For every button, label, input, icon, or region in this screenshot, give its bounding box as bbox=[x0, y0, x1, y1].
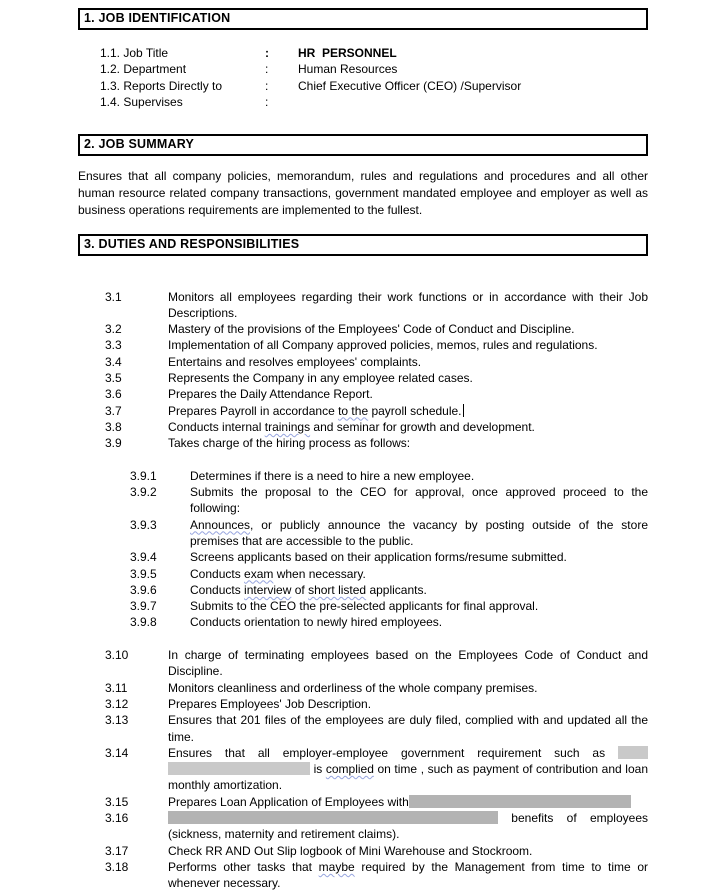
field-value: Human Resources bbox=[298, 62, 398, 77]
duty-number: 3.7 bbox=[105, 403, 122, 418]
duty-text: Entertains and resolves employees' complaints. bbox=[168, 354, 422, 369]
duty-item bbox=[78, 712, 648, 745]
duty-text: Determines if there is a need to hire a new employee. bbox=[190, 468, 475, 483]
field-colon: : bbox=[265, 78, 269, 93]
field-value: HR PERSONNEL bbox=[298, 46, 397, 60]
duty-item bbox=[78, 794, 648, 810]
duty-text: Conducts orientation to newly hired employees. bbox=[190, 615, 443, 630]
duty-number: 3.16 bbox=[105, 811, 129, 826]
duty-text: Prepares Loan Application of Employees with bbox=[168, 794, 648, 810]
section-heading-job-identification bbox=[78, 8, 648, 30]
section-heading-text: 2. JOB SUMMARY bbox=[84, 136, 194, 151]
grammar-flagged-text: trainings bbox=[264, 419, 311, 434]
duty-text: Monitors cleanliness and orderliness of the whole company premises. bbox=[168, 680, 538, 695]
duty-item bbox=[78, 435, 648, 451]
duties-list bbox=[78, 289, 648, 892]
grammar-flagged-text: to the bbox=[338, 403, 369, 418]
duty-text: In charge of terminating employees based on the Employees Code of Conduct and Discipline. bbox=[168, 648, 648, 679]
duty-number: 3.9.3 bbox=[130, 517, 157, 532]
grammar-flagged-text: maybe bbox=[318, 859, 355, 874]
duty-item bbox=[78, 289, 648, 322]
duty-number: 3.9.1 bbox=[130, 468, 157, 483]
duty-number: 3.9.8 bbox=[130, 615, 157, 630]
redaction-box bbox=[168, 762, 310, 775]
duty-number: 3.15 bbox=[105, 794, 129, 809]
duty-item bbox=[78, 468, 648, 484]
redaction-box bbox=[618, 746, 648, 759]
field-colon: : bbox=[265, 46, 269, 60]
duty-item bbox=[78, 403, 648, 419]
duty-text: Mastery of the provisions of the Employees' Code of Conduct and Discipline. bbox=[168, 322, 575, 337]
field-label: 1.1. Job Title bbox=[100, 46, 169, 60]
duty-number: 3.5 bbox=[105, 371, 122, 385]
duty-text: Performs other tasks that maybe required by the Management from time to time or whenever necessary. bbox=[168, 859, 648, 891]
field-row bbox=[100, 94, 648, 110]
duty-item bbox=[78, 549, 648, 565]
field-row bbox=[100, 45, 648, 61]
duty-item bbox=[78, 566, 648, 582]
duty-text: Implementation of all Company approved policies, memos, rules and regulations. bbox=[168, 338, 598, 353]
text-cursor bbox=[463, 404, 464, 417]
duty-item bbox=[78, 321, 648, 337]
duty-number: 3.9.2 bbox=[130, 485, 157, 500]
field-label: 1.2. Department bbox=[100, 62, 187, 77]
duty-item bbox=[78, 370, 648, 386]
redaction-box bbox=[168, 811, 498, 824]
duty-number: 3.17 bbox=[105, 843, 129, 858]
duty-text: Screens applicants based on their application forms/resume submitted. bbox=[190, 550, 567, 565]
field-row bbox=[100, 61, 648, 77]
field-value: Chief Executive Officer (CEO) /Supervisor bbox=[298, 78, 522, 93]
duty-number: 3.11 bbox=[105, 680, 128, 695]
section-heading-duties bbox=[78, 234, 648, 256]
duty-number: 3.14 bbox=[105, 745, 129, 760]
redaction-box bbox=[409, 795, 631, 808]
duty-item bbox=[78, 582, 648, 598]
duty-text: Submits the proposal to the CEO for approval, once approved proceed to the following: bbox=[190, 485, 648, 516]
field-label: 1.3. Reports Directly to bbox=[100, 78, 223, 93]
duty-item bbox=[78, 386, 648, 402]
duty-text: Prepares Payroll in accordance to the payroll schedule. bbox=[168, 403, 462, 418]
duty-text: Represents the Company in any employee related cases. bbox=[168, 371, 473, 385]
duty-number: 3.3 bbox=[105, 338, 122, 353]
duty-text: benefits of employees (sickness, maternity and retirement claims). bbox=[168, 811, 648, 842]
duty-text: Conducts internal trainings and seminar for growth and development. bbox=[168, 419, 535, 434]
field-row bbox=[100, 78, 648, 94]
section-heading-job-summary bbox=[78, 134, 648, 156]
duty-number: 3.18 bbox=[105, 859, 129, 874]
grammar-flagged-text: Announces bbox=[190, 517, 251, 532]
duty-item bbox=[78, 810, 648, 843]
duty-group bbox=[78, 468, 648, 631]
duty-number: 3.4 bbox=[105, 354, 122, 369]
duty-number: 3.9.6 bbox=[130, 582, 157, 597]
section-heading-text: 3. DUTIES AND RESPONSIBILITIES bbox=[84, 236, 300, 251]
duty-number: 3.2 bbox=[105, 322, 122, 337]
duty-group bbox=[78, 289, 648, 452]
section-heading-text: 1. JOB IDENTIFICATION bbox=[84, 11, 231, 25]
duty-item bbox=[78, 484, 648, 517]
field-label: 1.4. Supervises bbox=[100, 95, 183, 110]
grammar-flagged-text: complied bbox=[325, 762, 374, 777]
duty-number: 3.12 bbox=[105, 696, 129, 711]
duty-number: 3.10 bbox=[105, 648, 129, 663]
field-colon: : bbox=[265, 95, 269, 110]
duty-item bbox=[78, 517, 648, 550]
duty-item bbox=[78, 696, 648, 712]
duty-item bbox=[78, 337, 648, 353]
duty-item bbox=[78, 843, 648, 859]
duty-text: Ensures that all employer-employee government requirement such as is complied on time , such as payment of contribution and loan monthly amortization. bbox=[168, 745, 648, 793]
duty-number: 3.9.7 bbox=[130, 599, 157, 614]
duty-text: Conducts interview of short listed applicants. bbox=[190, 582, 427, 597]
field-colon: : bbox=[265, 62, 269, 77]
duty-text: Submits to the CEO the pre-selected applicants for final approval. bbox=[190, 599, 539, 614]
field-value bbox=[298, 94, 648, 110]
duty-text: Ensures that 201 files of the employees are duly filed, complied with and updated all the time. bbox=[168, 713, 648, 744]
duty-item bbox=[78, 745, 648, 794]
duty-number: 3.9 bbox=[105, 436, 122, 451]
identification-fields bbox=[100, 45, 648, 111]
duty-text: Prepares the Daily Attendance Report. bbox=[168, 387, 373, 402]
job-summary-paragraph: Ensures that all company policies, memorandum, rules and regulations and procedures and all other human resource related company transactions, government mandated employee and employer as well as business operations requirements are implemented to the fullest. bbox=[78, 168, 648, 218]
duty-item bbox=[78, 614, 648, 630]
duty-text: Prepares Employees' Job Description. bbox=[168, 696, 372, 711]
duty-group bbox=[78, 647, 648, 891]
duty-text: Check RR AND Out Slip logbook of Mini Warehouse and Stockroom. bbox=[168, 843, 533, 858]
duty-number: 3.13 bbox=[105, 713, 129, 728]
duty-item bbox=[78, 647, 648, 680]
duty-item bbox=[78, 859, 648, 892]
duty-text: Takes charge of the hiring process as follows: bbox=[168, 436, 411, 451]
duty-item bbox=[78, 354, 648, 370]
grammar-flagged-text: exam bbox=[244, 566, 274, 581]
grammar-flagged-text: interview bbox=[244, 582, 292, 597]
duty-text: Conducts exam when necessary. bbox=[190, 566, 366, 581]
duty-number: 3.6 bbox=[105, 387, 122, 402]
duty-item bbox=[78, 419, 648, 435]
duty-text: Announces, or publicly announce the vacancy by posting outside of the store premises that are accessible to the public. bbox=[190, 517, 648, 548]
duty-item bbox=[78, 598, 648, 614]
duty-number: 3.9.4 bbox=[130, 550, 157, 565]
grammar-flagged-text: short listed bbox=[308, 582, 367, 597]
duty-text: Monitors all employees regarding their work functions or in accordance with their Job Descriptions. bbox=[168, 289, 648, 320]
duty-item bbox=[78, 680, 648, 696]
duty-number: 3.9.5 bbox=[130, 566, 157, 581]
duty-number: 3.1 bbox=[105, 289, 122, 304]
duty-number: 3.8 bbox=[105, 419, 122, 434]
